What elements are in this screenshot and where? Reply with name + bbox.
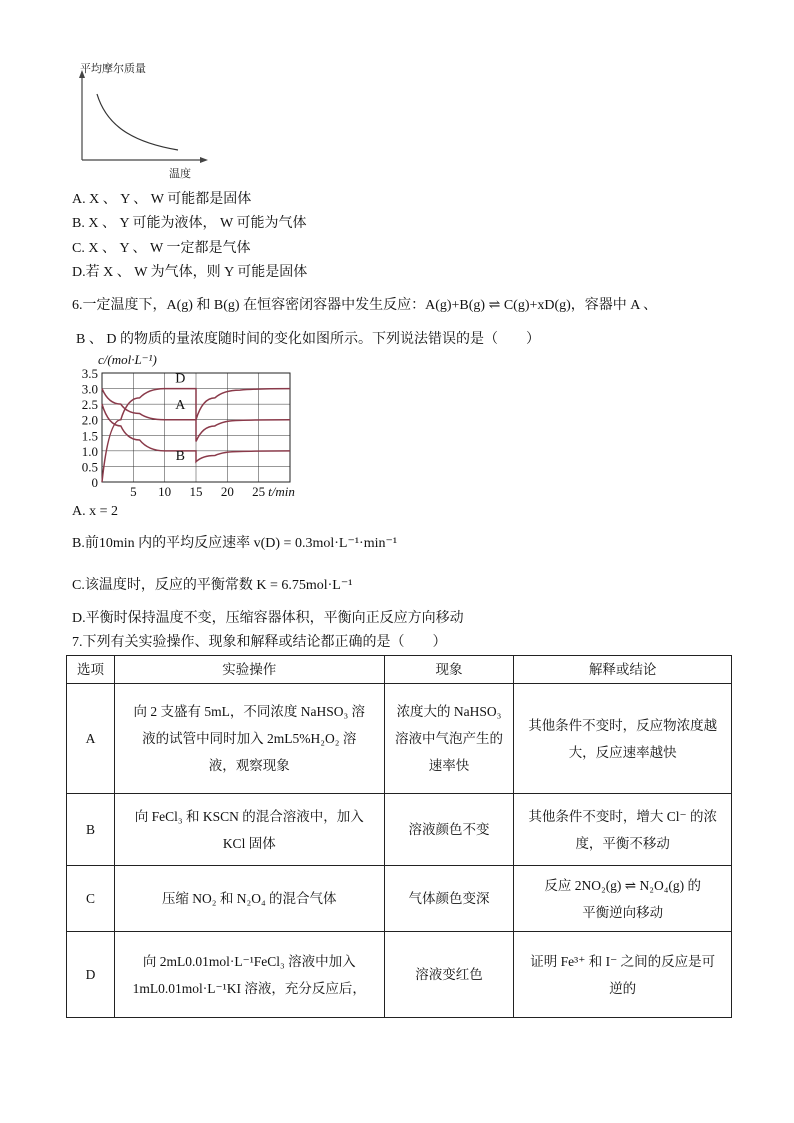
op-line: 向 2 支盛有 5mL，不同浓度 NaHSO₃ 溶	[133, 704, 366, 719]
y-tick-label: 1.0	[81, 443, 98, 459]
y-tick-label: 0	[91, 475, 98, 490]
con-line: 逆的	[609, 980, 637, 996]
op-line: KCl 固体	[222, 835, 276, 851]
row-conclusion	[514, 684, 732, 794]
q6-option-a: A. x = 2	[72, 504, 119, 519]
row-option: B	[67, 794, 115, 866]
x-tick-label: 25	[252, 484, 266, 497]
op-line: 向 2mL0.01mol·L⁻¹FeCl₃ 溶液中加入	[142, 953, 356, 969]
row-phenomenon: 溶液颜色不变	[384, 794, 514, 866]
y-tick-label: 2.5	[81, 397, 98, 413]
molar-mass-graph	[70, 62, 220, 182]
table-row	[67, 932, 732, 1018]
y-tick-label: 1.5	[81, 428, 98, 444]
q5-option-c: C. X 、 Y 、 W 一定都是气体	[72, 241, 251, 256]
series-label-B: B	[175, 449, 186, 465]
table-row	[67, 794, 732, 866]
y-tick-label: 2.0	[81, 412, 98, 428]
op-line: 向 FeCl₃ 和 KSCN 的混合溶液中，加入	[134, 808, 364, 824]
op-line: 1mL0.01mol·L⁻¹KI 溶液，充分反应后，	[132, 980, 366, 996]
q5-option-d: D.若 X 、 W 为气体，则 Y 可能是固体	[72, 265, 308, 280]
con-line: 大，反应速率越快	[568, 744, 677, 760]
ph-line: 溶液中气泡产生的	[394, 731, 503, 746]
concentration-chart	[66, 352, 316, 497]
table-header-row	[67, 656, 732, 684]
x-axis-label: t/min	[268, 484, 295, 497]
header-option: 选项	[67, 656, 115, 684]
row-conclusion	[514, 794, 732, 866]
series-label-D: D	[175, 371, 186, 387]
q7-stem: 7.下列有关实验操作、现象和解释或结论都正确的是（ ）	[72, 635, 447, 650]
row-conclusion	[514, 866, 732, 932]
q6-option-c: C.该温度时，反应的平衡常数 K = 6.75mol·L⁻¹	[72, 578, 353, 593]
header-operation: 实验操作	[114, 656, 384, 684]
q6-stem-line1: 6.一定温度下，A(g) 和 B(g) 在恒容密闭容器中发生反应：A(g)+B(g) ⇌ C(g)+xD(g)，容器中 A 、	[72, 298, 658, 313]
y-tick-label: 0.5	[81, 459, 98, 475]
table-row	[67, 684, 732, 794]
table-row	[67, 866, 732, 932]
op-line: 液，观察现象	[208, 758, 290, 773]
row-conclusion	[514, 932, 732, 1018]
row-phenomenon	[384, 684, 514, 794]
series-label-A: A	[175, 397, 186, 413]
header-conclusion: 解释或结论	[514, 656, 732, 684]
graph1-xlabel: 温度	[169, 168, 191, 180]
q6-stem-line2: B 、 D 的物质的量浓度随时间的变化如图所示。下列说法错误的是（ ）	[76, 332, 540, 347]
row-operation	[114, 932, 384, 1018]
q6-option-d: D.平衡时保持温度不变，压缩容器体积，平衡向正反应方向移动	[72, 611, 464, 626]
q5-option-a: A. X 、 Y 、 W 可能都是固体	[72, 192, 252, 207]
y-tick-label: 3.5	[81, 366, 98, 381]
experiment-table	[66, 655, 732, 1018]
row-option: A	[67, 684, 115, 794]
q5-option-b: B. X 、 Y 可能为液体， W 可能为气体	[72, 216, 307, 231]
q6-option-b: B.前10min 内的平均反应速率 v(D) = 0.3mol·L⁻¹·min⁻¹	[72, 536, 398, 551]
x-tick-label: 20	[220, 484, 234, 497]
row-phenomenon: 气体颜色变深	[384, 866, 514, 932]
con-line: 平衡逆向移动	[582, 904, 664, 920]
row-phenomenon: 溶液变红色	[384, 932, 514, 1018]
ph-line: 浓度大的 NaHSO₃	[396, 704, 502, 719]
op-line: 液的试管中同时加入 2mL5%H₂O₂ 溶	[142, 731, 357, 746]
x-tick-label: 10	[158, 484, 172, 497]
con-line: 度，平衡不移动	[575, 835, 670, 851]
y-tick-label: 3.0	[81, 381, 98, 397]
y-axis-label: c/(mol·L⁻¹)	[98, 352, 157, 367]
row-operation	[114, 794, 384, 866]
con-line: 其他条件不变时，反应物浓度越	[528, 717, 718, 733]
header-phenomenon: 现象	[384, 656, 514, 684]
row-operation: 压缩 NO₂ 和 N₂O₄ 的混合气体	[114, 866, 384, 932]
x-tick-label: 15	[189, 484, 203, 497]
row-operation	[114, 684, 384, 794]
row-option: C	[67, 866, 115, 932]
x-tick-label: 5	[130, 484, 137, 497]
graph1-ylabel: 平均摩尔质量	[80, 63, 146, 75]
con-line: 证明 Fe³⁺ 和 I⁻ 之间的反应是可	[530, 953, 716, 969]
con-line: 其他条件不变时，增大 Cl⁻ 的浓	[528, 808, 718, 824]
con-line: 反应 2NO₂(g) ⇌ N₂O₄(g) 的	[544, 877, 702, 893]
row-option: D	[67, 932, 115, 1018]
ph-line: 速率快	[428, 758, 470, 773]
